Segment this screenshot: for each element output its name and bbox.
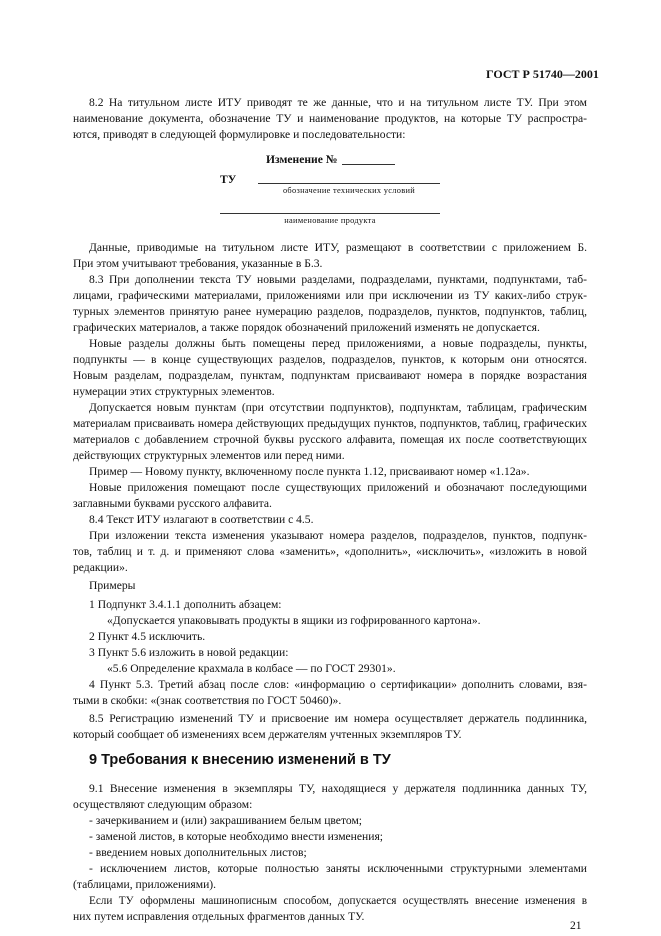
bullet-3: - введением новых дополнительных листов; [89,846,307,859]
para-8-3-line-3: турных элементов принятую ранее нумерацию разделов, подразделов, пунктов, подпунктов, таблиц, [73,305,587,318]
example-item-3-text: «5.6 Определение крахмала в колбасе — по ГОСТ 29301». [107,662,396,675]
para-8-4: 8.4 Текст ИТУ излагают в соответствии с 4.5. [89,513,314,526]
para-new-line-4: нумерации этих структурных элементов. [73,385,275,398]
bullet-1: - зачеркиванием и (или) закрашиванием белым цветом; [89,814,363,827]
para-9-1-line-2: осуществляют следующим образом: [73,798,253,811]
para-data-line-2: При этом учитывают требования, указанные в Б.3. [73,257,323,270]
para-last-line-2: них путем исправления отдельных фрагментов данных ТУ. [73,910,365,923]
example-item-3: 3 Пункт 5.6 изложить в новой редакции: [89,646,289,659]
para-new-line-3: Новым разделам, подразделам, пунктам, подпунктам присваивают номера в порядке возрастания [73,369,587,382]
product-name-caption: наименование продукта [284,216,376,225]
examples-title: Примеры [89,579,136,592]
example-item-4-cont: тыми в скобки: «(знак соответствия по ГОСТ 50460)». [73,694,342,707]
bullet-4: - исключением листов, которые полностью заняты исключенными структурными элементами [89,862,587,875]
para-8-2-line-3: ются, приводят в следующей формулировке и последовательности: [73,128,406,141]
example-item-1-text: «Допускается упаковывать продукты в ящики из гофрированного картона». [107,614,481,627]
para-last-line-1: Если ТУ оформлены машинописным способом, допускается осуществлять внесение изменения в [89,895,587,907]
change-number-line [342,164,395,165]
para-8-5-line-2: который сообщает об изменениях всем держателям учтенных экземпляров ТУ. [73,728,462,741]
para-appendix-line-2: заглавными буквами русского алфавита. [73,497,272,510]
page-number: 21 [570,919,582,932]
example-item-4: 4 Пункт 5.3. Третий абзац после слов: «информацию о сертификации» дополнить словами, взя- [89,678,587,691]
para-9-1-line-1: 9.1 Внесение изменения в экземпляры ТУ, находящиеся у держателя подлинника данных ТУ, [89,782,587,795]
para-8-3-line-2: лицами, графическими материалами, приложениями или при исключении из ТУ каких-либо струк- [73,289,587,302]
para-new-line-2: подпункты — в конце существующих разделов, подразделов, пунктов, к которым они относятся. [73,353,587,366]
para-statement-line-1: При изложении текста изменения указывают номера разделов, подразделов, пунктов, подпунк- [89,529,587,542]
change-label: Изменение № [266,153,338,166]
para-example: Пример — Новому пункту, включенному после пункта 1.12, присваивают номер «1.12а». [89,465,530,478]
para-8-3-line-1: 8.3 При дополнении текста ТУ новыми разделами, подразделами, пунктами, подпунктами, таб- [89,273,587,286]
example-item-2: 2 Пункт 4.5 исключить. [89,630,206,643]
para-new-line-1: Новые разделы должны быть помещены перед приложениями, а новые подразделы, пункты, [89,337,587,350]
document-code-header: ГОСТ Р 51740—2001 [486,67,599,81]
bullet-4-cont: (таблицами, приложениями). [73,878,217,891]
para-allow-line-1: Допускается новым пунктам (при отсутствии подпунктов), подпунктам, таблицам, графическим [89,401,587,414]
bullet-2: - заменой листов, в которые необходимо внести изменения; [89,830,383,843]
para-appendix-line-1: Новые приложения помещают после существующих приложений и обозначают последующими [89,481,587,494]
example-item-1: 1 Подпункт 3.4.1.1 дополнить абзацем: [89,598,282,611]
para-allow-line-3: материалов с добавлением строчной буквы русского алфавита, помещая их после соответствующих [73,433,587,446]
tu-label: ТУ [220,173,237,186]
para-statement-line-3: редакции». [73,561,128,574]
product-name-line [220,213,440,214]
para-8-2-line-2: наименование документа, обозначение ТУ и наименование продуктов, на которые ТУ распростра- [73,112,587,125]
para-allow-line-2: материалам присваивать номера действующих предыдущих пунктов, подпунктов, таблиц, графических [73,417,587,430]
para-statement-line-2: тов, таблиц и т. д. и применяют слова «заменить», «дополнить», «исключить», «изложить в новой [73,545,587,558]
section-9-heading: 9 Требования к внесению изменений в ТУ [89,752,391,768]
para-data-line-1: Данные, приводимые на титульном листе ИТУ, размещают в соответствии с приложением Б. [89,241,587,254]
para-8-5-line-1: 8.5 Регистрацию изменений ТУ и присвоение им номера осуществляет держатель подлинника, [89,712,587,725]
para-allow-line-4: действующих структурных элементов или перед ними. [73,449,345,462]
para-8-2-line-1: 8.2 На титульном листе ИТУ приводят те же данные, что и на титульном листе ТУ. При этом [89,96,587,109]
tu-designation-line [258,183,440,184]
tu-designation-caption: обозначение технических условий [282,186,416,195]
para-8-3-line-4: графических материалов, а также порядок обозначений приложений изменять не допускается. [73,321,540,334]
